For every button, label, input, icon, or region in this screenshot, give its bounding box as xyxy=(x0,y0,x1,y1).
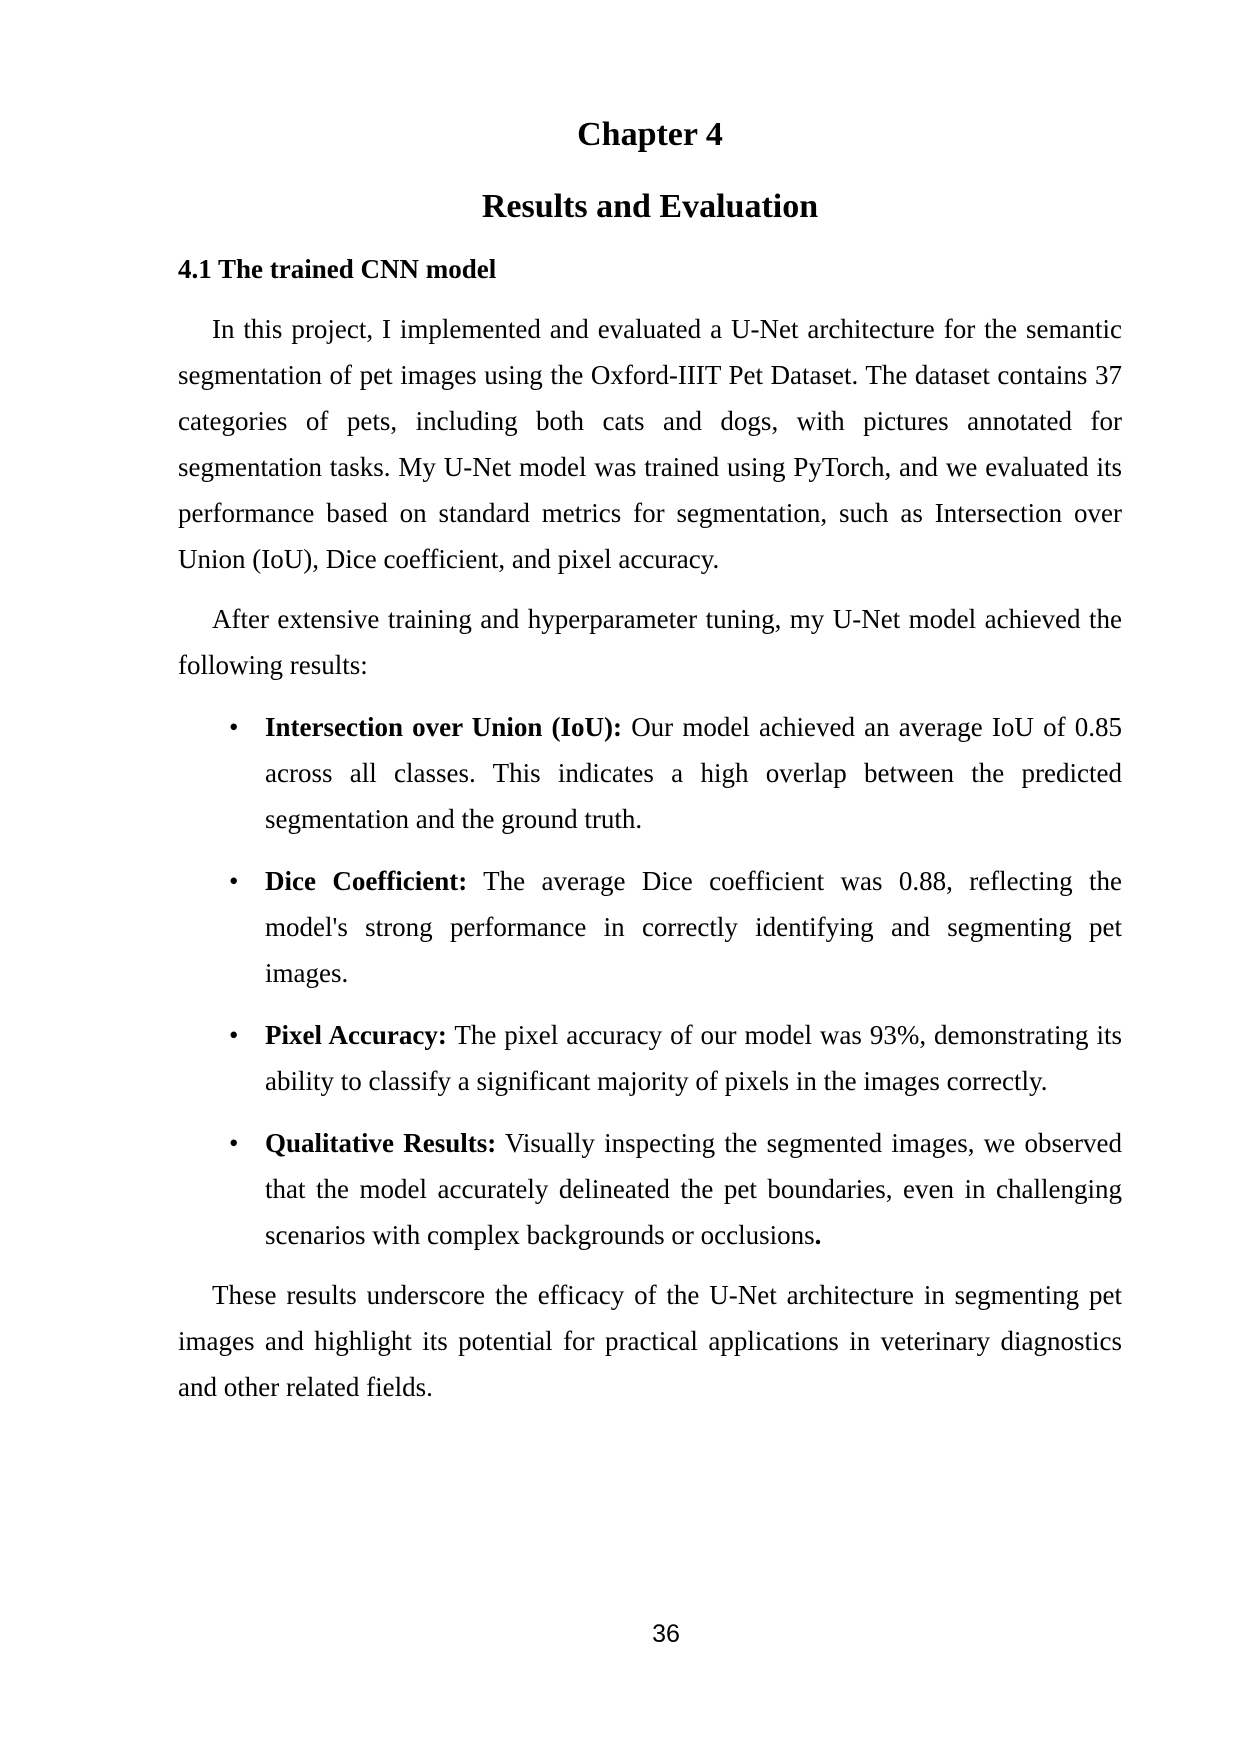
paragraph-results-lead: After extensive training and hyperparameter tuning, my U-Net model achieved the following results: xyxy=(178,604,1122,680)
section-heading: 4.1 The trained CNN model xyxy=(178,254,497,284)
list-item-pixel-accuracy xyxy=(229,1012,1122,1104)
bullet-text: Visually inspecting the segmented images, we observed that the model accurately delineated the pet boundaries, even in challenging scenarios with complex backgrounds or occlusions xyxy=(265,1128,1122,1250)
bullet-bold-period: . xyxy=(814,1220,822,1250)
list-item-qualitative xyxy=(229,1120,1122,1258)
bullet-label: Qualitative Results: xyxy=(265,1128,497,1158)
bullet-label: Dice Coefficient: xyxy=(265,866,468,896)
list-item-dice xyxy=(229,858,1122,996)
bullet-text: The average Dice coefficient was 0.88, reflecting the model's strong performance in correctly identifying and segmenting pet images. xyxy=(265,866,1122,988)
chapter-subtitle: Results and Evaluation xyxy=(481,188,819,225)
bullet-icon: • xyxy=(229,1128,239,1158)
list-item-iou xyxy=(229,704,1122,842)
paragraph-intro: In this project, I implemented and evaluated a U-Net architecture for the semantic segmentation of pet images using the Oxford-IIIT Pet Dataset. The dataset contains 37 categories of pets, including both cats and dogs, with pictures annotated for segmentation tasks. My U-Net model was trained using PyTorch, and we evaluated its performance based on standard metrics for segmentation, such as Intersection over Union (IoU), Dice coefficient, and pixel accuracy. xyxy=(178,314,1122,574)
results-bullet-list xyxy=(178,704,1122,1258)
bullet-icon: • xyxy=(229,1020,239,1050)
bullet-text: Our model achieved an average IoU of 0.85 across all classes. This indicates a high overlap between the predicted segmentation and the ground truth. xyxy=(265,712,1122,834)
bullet-icon: • xyxy=(229,866,239,896)
bullet-label: Intersection over Union (IoU): xyxy=(265,712,622,742)
page-number: 36 xyxy=(652,1620,680,1648)
bullet-text: The pixel accuracy of our model was 93%, demonstrating its ability to classify a significant majority of pixels in the images correctly. xyxy=(265,1020,1122,1096)
bullet-label: Pixel Accuracy: xyxy=(265,1020,447,1050)
chapter-title: Chapter 4 xyxy=(577,116,723,153)
paragraph-conclusion: These results underscore the efficacy of the U-Net architecture in segmenting pet images and highlight its potential for practical applications in veterinary diagnostics and other related fields. xyxy=(178,1280,1122,1402)
bullet-icon: • xyxy=(229,712,239,742)
